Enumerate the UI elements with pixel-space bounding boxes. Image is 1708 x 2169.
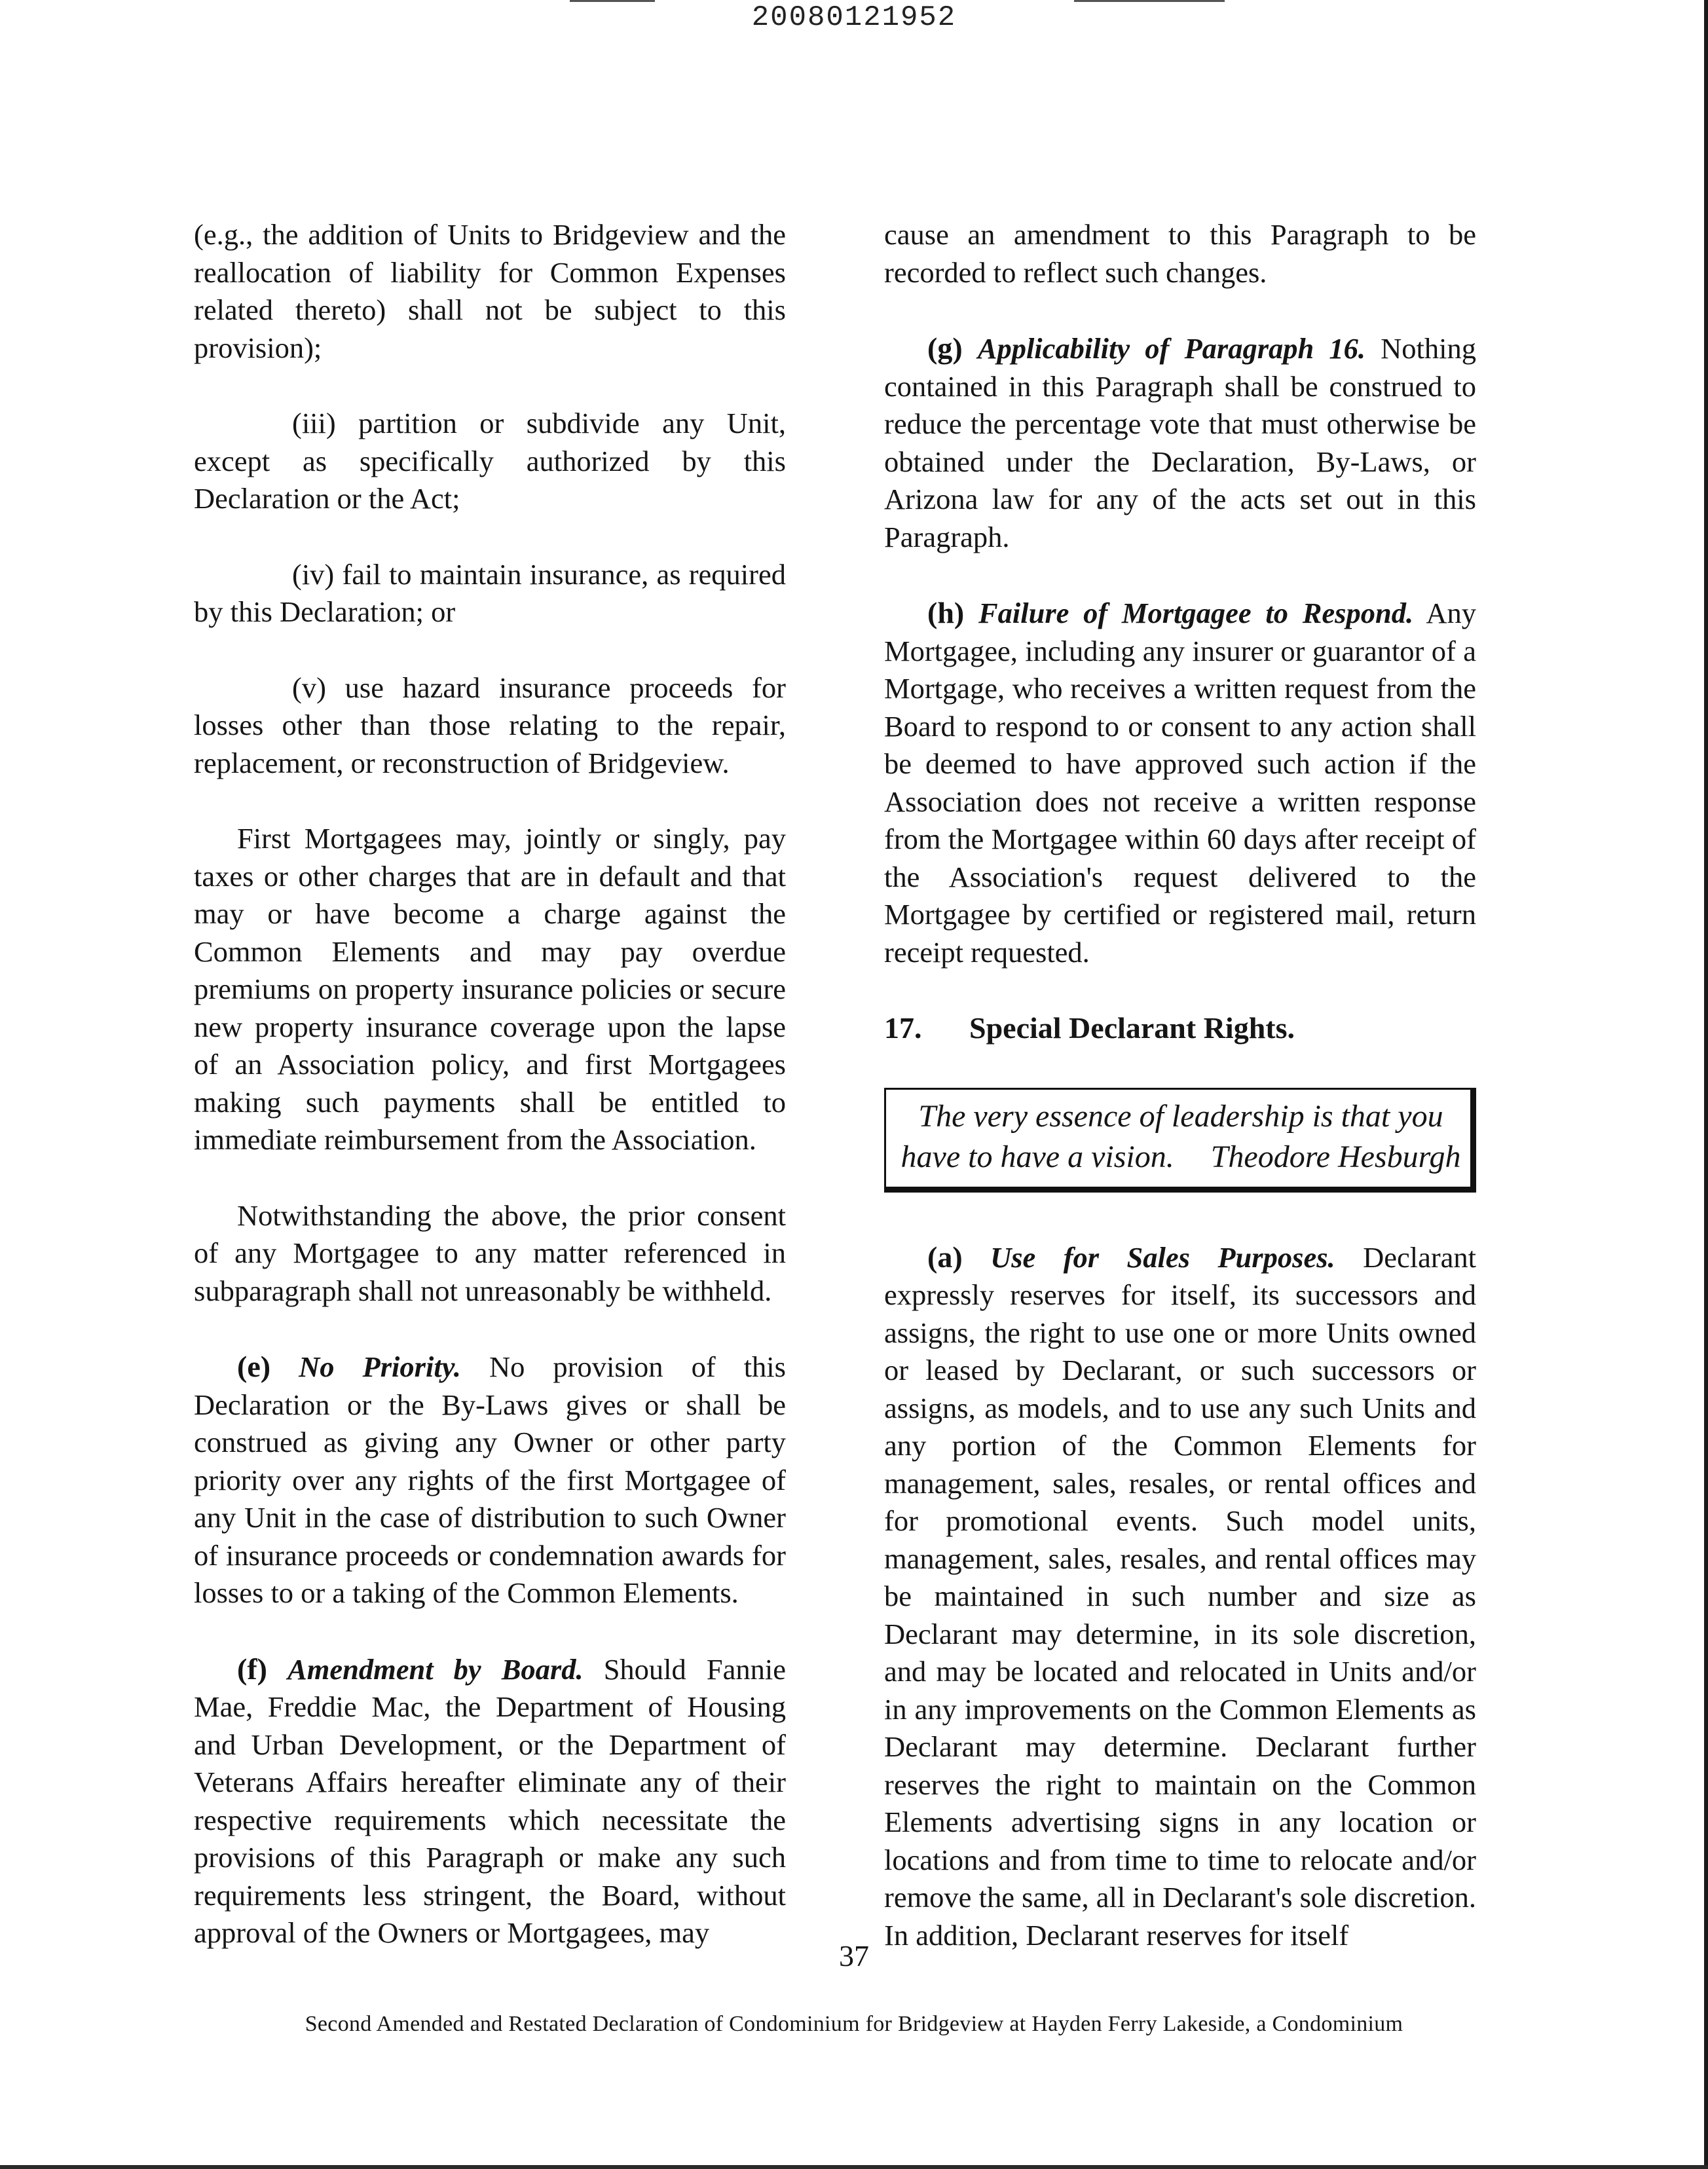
paragraph-a-title: Use for Sales Purposes. xyxy=(990,1240,1335,1274)
notwithstanding-paragraph: Notwithstanding the above, the prior consent of any Mortgagee to any matter referenced in subparagraph shall not unreasonably be withheld. xyxy=(194,1198,786,1307)
paragraph-g-tag: (g) xyxy=(927,331,963,365)
paragraph-a xyxy=(884,1238,1476,1955)
paragraph-f-title: Amendment by Board. xyxy=(288,1652,584,1686)
quote-author: Theodore Hesburgh xyxy=(1210,1139,1461,1174)
quote-text: The very essence of leadership is that you have to have a vision. xyxy=(900,1098,1443,1174)
paragraph-a-text: Declarant expressly reserves for itself, its successors and assigns, the right to use one or more Units owned or leased by Declarant, or such successors or assigns, as models, and to use any such Units and any portion of the Common Elements for management, sales, resales, or rental offices and for promotional events. Such model units, management, sales, resales, and rental offices may be maintained in such number and size as Declarant may determine, in its sole discretion, and may be located and relocated in Units and/or in any improvements on the Common Elements as Declarant may determine. Declarant further reserves the right to maintain on the Common Elements advertising signs in any location or locations and from time to time to relocate and/or remove the same, all in Declarant's sole discretion. In addition, Declarant reserves for itself xyxy=(884,1240,1477,1952)
paragraph-e-text: No provision of this Declaration or the By-Laws gives or shall be construed as giving any Owner or other party priority over any rights of the first Mortgagee of any Unit in the case of distribution to such Owner of insurance proceeds or condemnation awards for losses to or a taking of the Common Elements. xyxy=(194,1350,786,1609)
subparagraph-v: (v) use hazard insurance proceeds for losses other than those relating to the repair, replacement, or reconstruction of Bridgeview. xyxy=(194,671,786,779)
paragraph-f-tag: (f) xyxy=(237,1652,267,1686)
document-number: 20080121952 xyxy=(751,1,957,34)
paragraph-a-tag: (a) xyxy=(927,1240,963,1274)
paragraph-h-title: Failure of Mortgagee to Respond. xyxy=(978,597,1414,629)
paragraph-g xyxy=(884,329,1476,556)
scan-bottom-edge xyxy=(0,2165,1708,2169)
left-column xyxy=(194,216,786,1952)
subparagraph-iii: (iii) partition or subdivide any Unit, except as specifically authorized by this Declaration or the Act; xyxy=(194,407,786,515)
right-column xyxy=(884,216,1476,1954)
section-17-heading xyxy=(884,1009,1476,1047)
quote-box xyxy=(884,1088,1476,1193)
continued-paragraph-right: cause an amendment to this Paragraph to be recorded to reflect such changes. xyxy=(884,218,1476,289)
subparagraph-iv: (iv) fail to maintain insurance, as required by this Declaration; or xyxy=(194,557,786,628)
paragraph-f xyxy=(194,1650,786,1952)
paragraph-f-text: Should Fannie Mae, Freddie Mac, the Department of Housing and Urban Development, or the Department of Veterans Affairs hereafter eliminate any of their respective requirements which necessitate the provisions of this Paragraph or make any such requirements less stringent, the Board, without approval of the Owners or Mortgagees, may xyxy=(194,1652,786,1949)
paragraph-e-tag: (e) xyxy=(237,1350,271,1383)
paragraph-g-title: Applicability of Paragraph 16. xyxy=(977,332,1366,365)
paragraph-e xyxy=(194,1348,786,1612)
paragraph-h-tag: (h) xyxy=(927,596,965,629)
scan-right-edge xyxy=(1704,0,1708,2169)
footer-document-title: Second Amended and Restated Declaration of Condominium for Bridgeview at Hayden Ferry Lakeside, a Condominium xyxy=(305,2012,1403,2036)
section-title: Special Declarant Rights. xyxy=(969,1011,1295,1045)
paragraph-h xyxy=(884,594,1476,971)
continued-paragraph: (e.g., the addition of Units to Bridgeview and the reallocation of liability for Common Expenses related thereto) shall not be subject to this provision); xyxy=(194,218,786,364)
paragraph-h-text: Any Mortgagee, including any insurer or guarantor of a Mortgage, who receives a written request from the Board to respond to or consent to any action shall be deemed to have approved such action if the Association does not receive a written response from the Mortgagee within 60 days after receipt of the Association's request delivered to the Mortgagee by certified or registered mail, return receipt requested. xyxy=(884,597,1476,969)
section-number: 17. xyxy=(884,1011,922,1045)
first-mortgagees-paragraph: First Mortgagees may, jointly or singly, pay taxes or other charges that are in default and that may or have become a charge against the Common Elements and may pay overdue premiums on property insurance policies or secure new property insurance coverage upon the lapse of an Association policy, and first Mortgagees making such payments shall be entitled to immediate reimbursement from the Association. xyxy=(194,822,786,1156)
paragraph-e-title: No Priority. xyxy=(299,1350,461,1383)
page-number: 37 xyxy=(839,1939,869,1973)
paragraph-g-text: Nothing contained in this Paragraph shall be construed to reduce the percentage vote that must otherwise be obtained under the Declaration, By-Laws, or Arizona law for any of the acts set out in this Paragraph. xyxy=(884,332,1477,553)
